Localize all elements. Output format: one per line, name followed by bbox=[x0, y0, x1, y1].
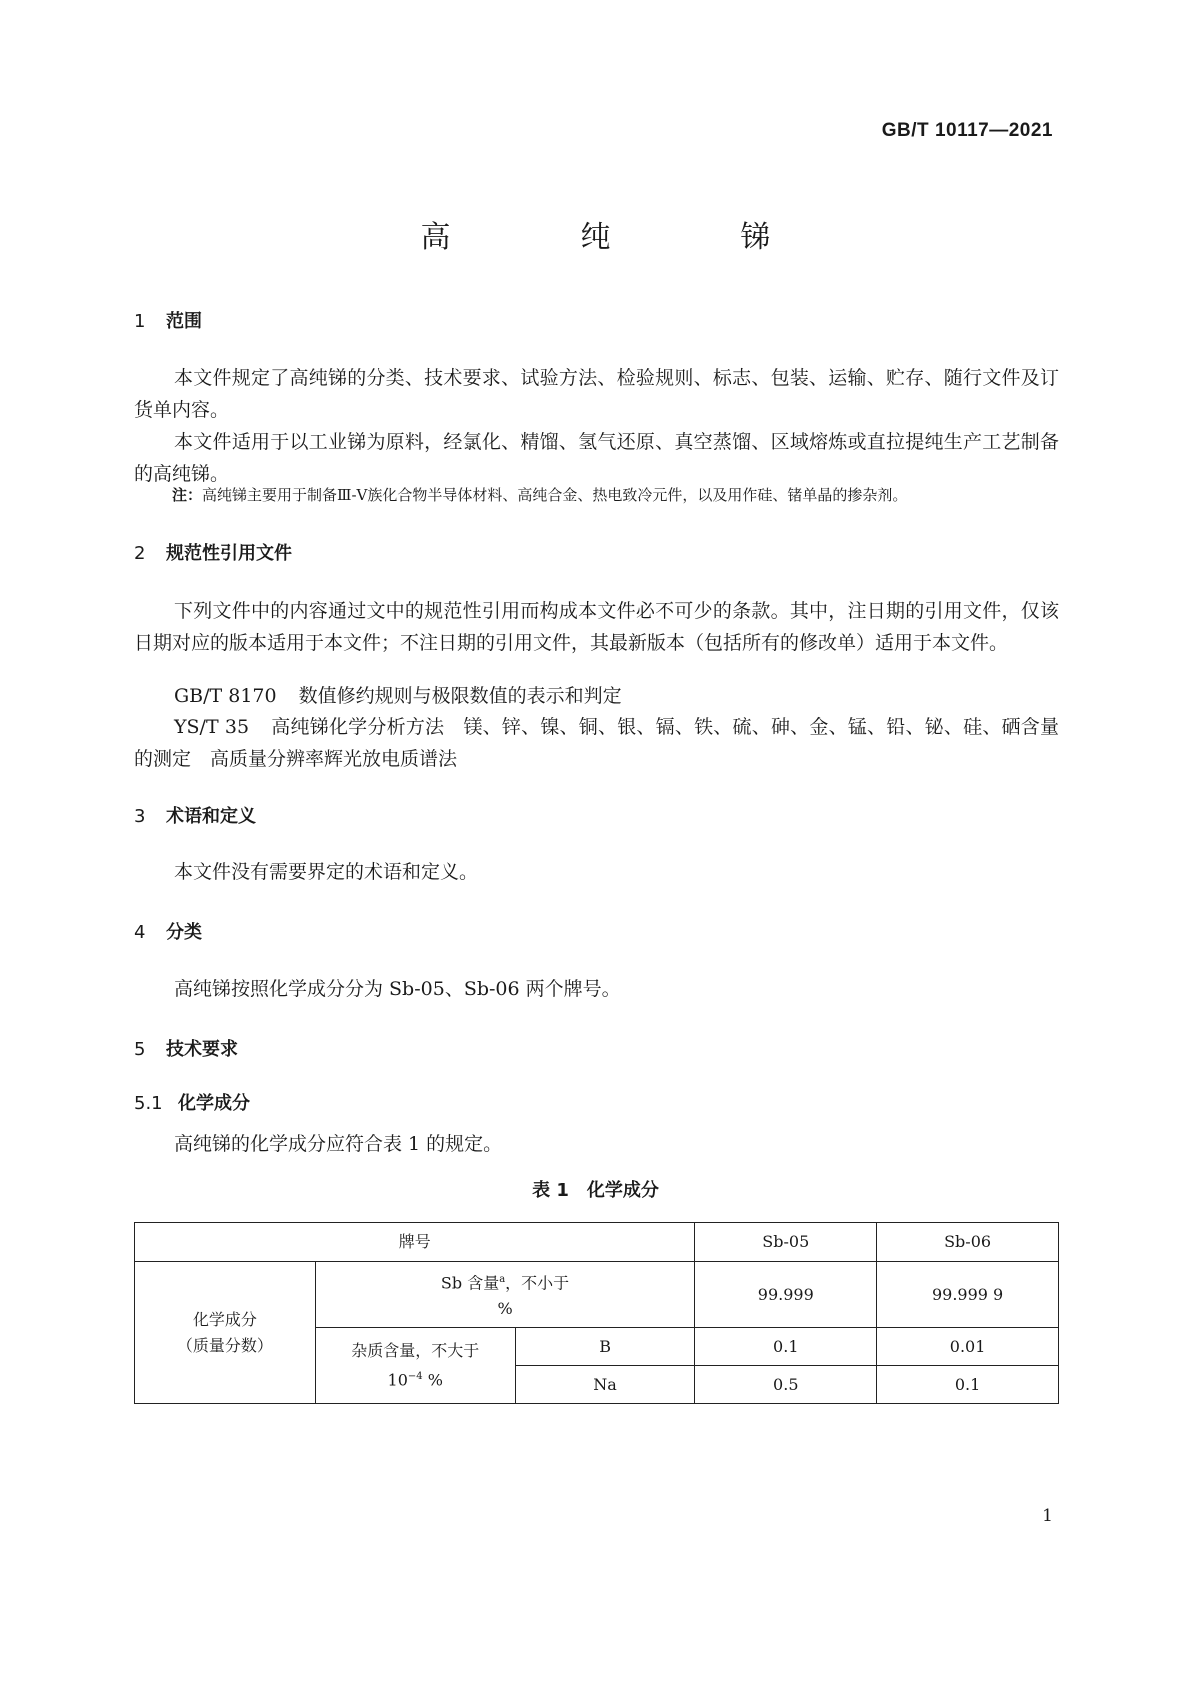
chemical-composition-table bbox=[134, 1222, 1059, 1404]
standard-code: GB/T 10117—2021 bbox=[881, 120, 1053, 141]
section-number: 2 bbox=[134, 543, 146, 564]
impurity-value-sb06: 0.01 bbox=[877, 1328, 1059, 1366]
header-grade-sb06: Sb-06 bbox=[877, 1223, 1059, 1262]
sb-value-sb06: 99.999 9 bbox=[877, 1262, 1059, 1328]
terms-paragraph: 本文件没有需要界定的术语和定义。 bbox=[174, 861, 479, 883]
reference-item-2 bbox=[134, 711, 1059, 775]
impurity-value-sb05: 0.5 bbox=[695, 1366, 877, 1404]
impurity-element: B bbox=[515, 1328, 695, 1366]
sb-value-sb05: 99.999 bbox=[695, 1262, 877, 1328]
scope-paragraph-1: 本文件规定了高纯锑的分类、技术要求、试验方法、检验规则、标志、包装、运输、贮存、随行文件及订货单内容。 bbox=[134, 367, 1059, 421]
section-number: 4 bbox=[134, 922, 146, 943]
section-title: 范围 bbox=[166, 311, 202, 332]
sb-content-unit: % bbox=[497, 1299, 513, 1319]
impurity-value-sb06: 0.1 bbox=[877, 1366, 1059, 1404]
scope-note bbox=[172, 483, 1062, 507]
impurity-label: 杂质含量，不大于 bbox=[351, 1340, 480, 1360]
classification-paragraph: 高纯锑按照化学成分分为 Sb-05、Sb-06 两个牌号。 bbox=[174, 978, 621, 1000]
row-group-subtitle: （质量分数） bbox=[176, 1335, 273, 1355]
section-title: 技术要求 bbox=[166, 1039, 238, 1060]
section-title: 术语和定义 bbox=[166, 806, 256, 827]
header-grade-sb05: Sb-05 bbox=[695, 1223, 877, 1262]
section-number: 1 bbox=[134, 311, 146, 332]
note-text: 高纯锑主要用于制备Ⅲ-Ⅴ族化合物半导体材料、高纯合金、热电致冷元件，以及用作硅、锗单晶的掺杂剂。 bbox=[202, 486, 908, 504]
section-number: 3 bbox=[134, 806, 146, 827]
references-intro: 下列文件中的内容通过文中的规范性引用而构成本文件必不可少的条款。其中，注日期的引用文件，仅该日期对应的版本适用于本文件；不注日期的引用文件，其最新版本（包括所有的修改单）适用于本文件。 bbox=[134, 600, 1059, 654]
footnote-marker: a bbox=[499, 1273, 506, 1285]
reference-code: GB/T 8170 bbox=[174, 685, 277, 707]
page-number: 1 bbox=[1042, 1506, 1053, 1526]
reference-title: 数值修约规则与极限数值的表示和判定 bbox=[298, 685, 622, 707]
section-2-heading bbox=[134, 539, 292, 565]
reference-title: 高纯锑化学分析方法 镁、锌、镍、铜、银、镉、铁、硫、砷、金、锰、铅、铋、硅、硒含量的测定 高质量分辨率辉光放电质谱法 bbox=[134, 716, 1059, 770]
header-grade-cell: 牌号 bbox=[135, 1223, 695, 1262]
section-title: 规范性引用文件 bbox=[166, 543, 292, 564]
impurity-unit: $10^{-4}$ % bbox=[387, 1370, 443, 1390]
section-3-heading bbox=[134, 802, 256, 828]
chemical-paragraph: 高纯锑的化学成分应符合表 1 的规定。 bbox=[174, 1133, 503, 1155]
section-4-heading bbox=[134, 918, 202, 944]
section-title: 化学成分 bbox=[178, 1093, 250, 1114]
table-row-sb-content bbox=[135, 1262, 1059, 1328]
sb-content-label: Sb 含量$^a$，不小于 bbox=[440, 1273, 570, 1293]
sb-content-label-cell bbox=[315, 1262, 695, 1328]
section-title: 分类 bbox=[166, 922, 202, 943]
table-caption: 表 1 化学成分 bbox=[532, 1180, 659, 1201]
section-5-1-heading bbox=[134, 1089, 250, 1115]
section-number: 5.1 bbox=[134, 1093, 163, 1114]
scope-paragraph-2: 本文件适用于以工业锑为原料，经氯化、精馏、氢气还原、真空蒸馏、区域熔炼或直拉提纯生产工艺制备的高纯锑。 bbox=[134, 431, 1059, 485]
reference-code: YS/T 35 bbox=[174, 716, 250, 738]
impurity-label-cell bbox=[315, 1328, 515, 1404]
table-header-row bbox=[135, 1223, 1059, 1262]
impurity-value-sb05: 0.1 bbox=[695, 1328, 877, 1366]
document-title: 高 纯 锑 bbox=[420, 220, 821, 255]
row-group-title: 化学成分 bbox=[192, 1309, 257, 1329]
section-1-heading bbox=[134, 307, 202, 333]
section-5-heading bbox=[134, 1035, 238, 1061]
note-label: 注： bbox=[172, 486, 203, 504]
reference-item-1 bbox=[174, 680, 622, 712]
impurity-element: Na bbox=[515, 1366, 695, 1404]
section-number: 5 bbox=[134, 1039, 146, 1060]
row-group-label bbox=[135, 1262, 316, 1404]
